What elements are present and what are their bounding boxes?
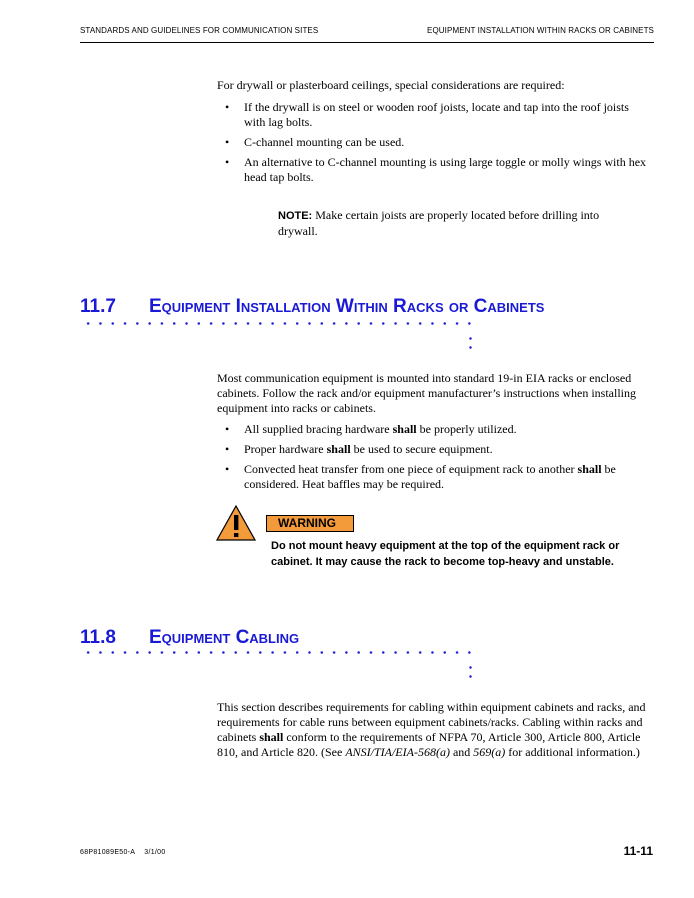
drywall-intro: For drywall or plasterboard ceilings, special considerations are required: (217, 78, 565, 92)
note-label: NOTE: (278, 210, 313, 222)
section-heading-11-7 (80, 296, 544, 318)
warning-label: WARNING (266, 515, 354, 532)
section-11-8-paragraph: This section describes requirements for cabling within equipment cabinets and racks, and requirements for cable runs between equipment cabinets/racks. Cabling within racks and cabinets shall conform to the requirements of NFPA 70, Article 300, Article 800, Article 810, and Article 820. (See ANSI/TIA/EIA-568(a) and 569(a) for additional information.) (217, 700, 646, 759)
page-number: 11-11 (623, 844, 653, 858)
running-header-left: STANDARDS AND GUIDELINES FOR COMMUNICATION SITES (80, 26, 319, 35)
section-11-7-bullet-list (217, 422, 647, 492)
drywall-note (278, 208, 628, 239)
section-number: 11.8 (80, 627, 116, 648)
footer-doc-info (80, 849, 166, 856)
section-heading-11-8 (80, 627, 299, 649)
section-dot-rule-vertical (469, 663, 472, 681)
footer-date: 3/1/00 (144, 849, 166, 856)
warning-triangle-icon (216, 505, 256, 541)
header-rule (80, 42, 654, 43)
list-item: • If the drywall is on steel or wooden roof joists, locate and tap into the roof joists with lag bolts. (217, 100, 647, 130)
drywall-block (217, 78, 647, 190)
section-dot-rule-vertical (469, 334, 472, 352)
list-item: • Proper hardware shall be used to secure equipment. (217, 442, 647, 457)
list-item: • C-channel mounting can be used. (217, 135, 647, 150)
list-item: • An alternative to C-channel mounting is using large toggle or molly wings with hex head tap bolts. (217, 155, 647, 185)
section-title: Equipment Cabling (149, 627, 300, 648)
section-dot-rule (82, 322, 474, 325)
section-11-7-intro: Most communication equipment is mounted into standard 19-in EIA racks or enclosed cabinets. Follow the rack and/or equipment manufacturer’s instructions when installing equipment into racks or cabinets. (217, 371, 637, 415)
list-item: • All supplied bracing hardware shall be properly utilized. (217, 422, 647, 437)
section-dot-rule (82, 651, 474, 654)
section-11-7-body (217, 371, 647, 497)
section-title: Equipment Installation Within Racks or Cabinets (149, 296, 545, 317)
footer-doc-id: 68P81089E50-A (80, 849, 136, 856)
warning-text: Do not mount heavy equipment at the top of the equipment rack or cabinet. It may cause the rack to become top-heavy and unstable. (271, 540, 620, 568)
section-number: 11.7 (80, 296, 116, 317)
drywall-bullet-list (217, 100, 647, 185)
running-header-right: EQUIPMENT INSTALLATION WITHIN RACKS OR CABINETS (427, 26, 654, 35)
list-item: • Convected heat transfer from one piece of equipment rack to another shall be considered. Heat baffles may be required. (217, 462, 647, 492)
note-text: Make certain joists are properly located before drilling into drywall. (278, 208, 600, 238)
